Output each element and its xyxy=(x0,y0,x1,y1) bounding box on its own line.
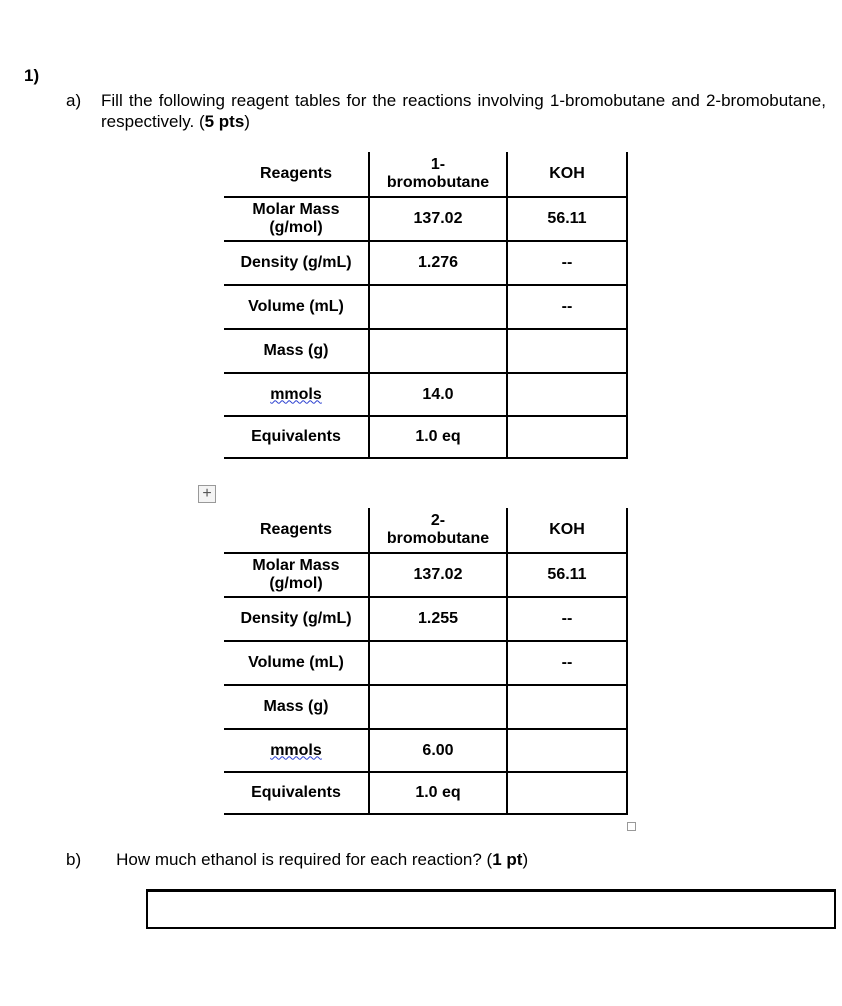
table-row xyxy=(224,597,627,641)
table-row xyxy=(224,729,627,772)
part-b-close: ) xyxy=(522,850,529,869)
header-reagents: Reagents xyxy=(224,508,369,553)
header-koh: KOH xyxy=(507,508,627,553)
row-label xyxy=(224,772,369,814)
header-reagents: Reagents xyxy=(224,152,369,197)
reagent-cell[interactable]: 6.00 xyxy=(369,729,507,772)
part-b-text: How much ethanol is required for each reaction? ( xyxy=(116,850,493,869)
koh-cell[interactable] xyxy=(507,729,627,772)
row-label xyxy=(224,685,369,729)
answer-box[interactable] xyxy=(146,889,836,929)
koh-cell[interactable]: -- xyxy=(507,285,627,329)
table-row xyxy=(224,197,627,241)
reagent-cell[interactable] xyxy=(369,285,507,329)
part-a-close: ) xyxy=(244,112,250,131)
row-label-text: Mass (g) xyxy=(263,342,329,359)
koh-cell[interactable]: 56.11 xyxy=(507,197,627,241)
reagent-cell[interactable]: 137.02 xyxy=(369,197,507,241)
row-label xyxy=(224,373,369,416)
table-row xyxy=(224,329,627,373)
row-label-text: Density (g/mL) xyxy=(240,610,352,627)
table-move-handle-icon[interactable]: + xyxy=(198,485,216,503)
header-koh: KOH xyxy=(507,152,627,197)
row-label xyxy=(224,416,369,458)
table-row xyxy=(224,416,627,458)
row-label xyxy=(224,641,369,685)
part-b-points: 1 pt xyxy=(492,850,523,869)
row-label-text: Volume (mL) xyxy=(248,654,344,671)
reagent-cell[interactable]: 1.0 eq xyxy=(369,416,507,458)
question-number: 1) xyxy=(24,66,40,85)
row-label xyxy=(224,197,369,241)
reagent-table-2 xyxy=(224,508,628,815)
koh-cell[interactable] xyxy=(507,416,627,458)
reagent-cell[interactable]: 14.0 xyxy=(369,373,507,416)
table-row xyxy=(224,285,627,329)
koh-cell[interactable] xyxy=(507,329,627,373)
koh-cell[interactable]: -- xyxy=(507,641,627,685)
table-resize-handle[interactable] xyxy=(627,822,636,831)
koh-cell[interactable] xyxy=(507,772,627,814)
part-a-prompt xyxy=(66,90,842,132)
row-label xyxy=(224,597,369,641)
koh-cell[interactable]: -- xyxy=(507,241,627,285)
header-reagent-name: 1- bromobutane xyxy=(369,152,507,197)
koh-cell[interactable] xyxy=(507,373,627,416)
table-row xyxy=(224,373,627,416)
header-row xyxy=(224,508,627,553)
row-label xyxy=(224,553,369,597)
row-label-text: mmols xyxy=(270,741,322,759)
koh-cell[interactable]: -- xyxy=(507,597,627,641)
row-label-text: Equivalents xyxy=(251,784,341,801)
row-label-text: Volume (mL) xyxy=(248,298,344,315)
reagent-cell[interactable]: 137.02 xyxy=(369,553,507,597)
table-row xyxy=(224,772,627,814)
row-label-text: Mass (g) xyxy=(263,698,329,715)
koh-cell[interactable] xyxy=(507,685,627,729)
reagent-cell[interactable]: 1.0 eq xyxy=(369,772,507,814)
table-row xyxy=(224,241,627,285)
row-label-text: mmols xyxy=(270,385,322,403)
row-label xyxy=(224,329,369,373)
row-label xyxy=(224,729,369,772)
row-label-text: Molar Mass (g/mol) xyxy=(252,557,340,592)
reagent-cell[interactable] xyxy=(369,329,507,373)
part-b-label: b) xyxy=(66,850,82,869)
reagent-table-1 xyxy=(224,152,628,459)
header-row xyxy=(224,152,627,197)
header-reagent-name: 2- bromobutane xyxy=(369,508,507,553)
reagent-cell[interactable] xyxy=(369,641,507,685)
part-a-points: 5 pts xyxy=(204,112,245,131)
table-row xyxy=(224,641,627,685)
part-b-prompt xyxy=(66,850,528,870)
part-a-text: Fill the following reagent tables for the reactions involving 1-bromobutane and 2-bromobutane, respectively. ( xyxy=(101,91,826,131)
reagent-cell[interactable] xyxy=(369,685,507,729)
koh-cell[interactable]: 56.11 xyxy=(507,553,627,597)
row-label-text: Equivalents xyxy=(251,428,341,445)
row-label-text: Molar Mass (g/mol) xyxy=(252,201,340,236)
reagent-cell[interactable]: 1.255 xyxy=(369,597,507,641)
table-row xyxy=(224,685,627,729)
part-a-label: a) xyxy=(66,91,82,110)
row-label xyxy=(224,241,369,285)
row-label xyxy=(224,285,369,329)
table-row xyxy=(224,553,627,597)
row-label-text: Density (g/mL) xyxy=(240,254,352,271)
reagent-cell[interactable]: 1.276 xyxy=(369,241,507,285)
